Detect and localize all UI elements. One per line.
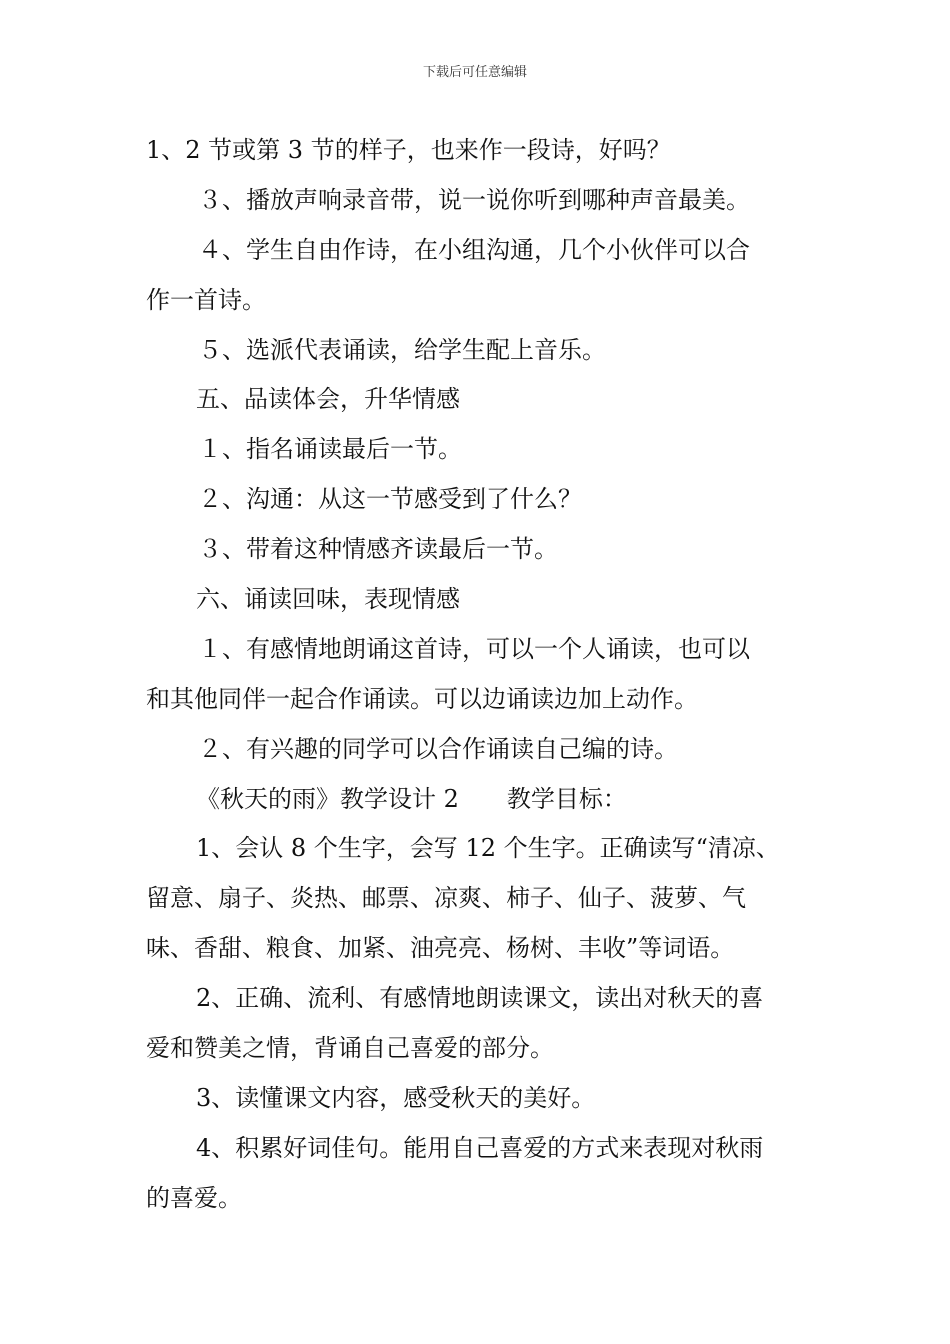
text-line: 味、香甜、粮食、加紧、油亮亮、杨树、丰收”等词语。 bbox=[146, 934, 735, 963]
document-body bbox=[146, 126, 810, 1224]
text-line: 作一首诗。 bbox=[146, 285, 266, 314]
text-line: 3、读懂课文内容，感受秋天的美好。 bbox=[196, 1083, 596, 1112]
text-line: 的喜爱。 bbox=[146, 1183, 242, 1212]
text-line: １、指名诵读最后一节。 bbox=[198, 435, 462, 464]
text-line: ５、选派代表诵读，给学生配上音乐。 bbox=[198, 335, 606, 364]
text-line: 2、正确、流利、有感情地朗读课文，读出对秋天的喜 bbox=[196, 984, 764, 1013]
text-line: 留意、扇子、炎热、邮票、凉爽、柿子、仙子、菠萝、气 bbox=[146, 884, 746, 913]
text-line: 4、积累好词佳句。能用自己喜爱的方式来表现对秋雨 bbox=[196, 1133, 764, 1162]
text-line: 六、诵读回味，表现情感 bbox=[196, 585, 460, 614]
text-line: 1、会认 8 个生字，会写 12 个生字。正确读写“清凉、 bbox=[196, 834, 780, 863]
text-line: 《秋天的雨》教学设计 2 教学目标： bbox=[196, 784, 627, 813]
text-line: ２、有兴趣的同学可以合作诵读自己编的诗。 bbox=[198, 734, 678, 763]
text-line: 和其他同伴一起合作诵读。可以边诵读边加上动作。 bbox=[146, 684, 698, 713]
page-header: 下载后可任意编辑 bbox=[422, 65, 527, 80]
text-line: ３、播放声响录音带，说一说你听到哪种声音最美。 bbox=[198, 185, 750, 214]
text-line: ２、沟通：从这一节感受到了什么？ bbox=[198, 485, 582, 514]
text-line: １、有感情地朗诵这首诗，可以一个人诵读，也可以 bbox=[198, 634, 750, 663]
text-line: 1、2 节或第 3 节的样子，也来作一段诗，好吗？ bbox=[146, 136, 671, 164]
text-line: ４、学生自由作诗，在小组沟通，几个小伙伴可以合 bbox=[198, 235, 750, 264]
text-line: 爱和赞美之情，背诵自己喜爱的部分。 bbox=[146, 1034, 554, 1063]
text-line: ３、带着这种情感齐读最后一节。 bbox=[198, 535, 558, 564]
text-line: 五、品读体会，升华情感 bbox=[196, 385, 460, 414]
